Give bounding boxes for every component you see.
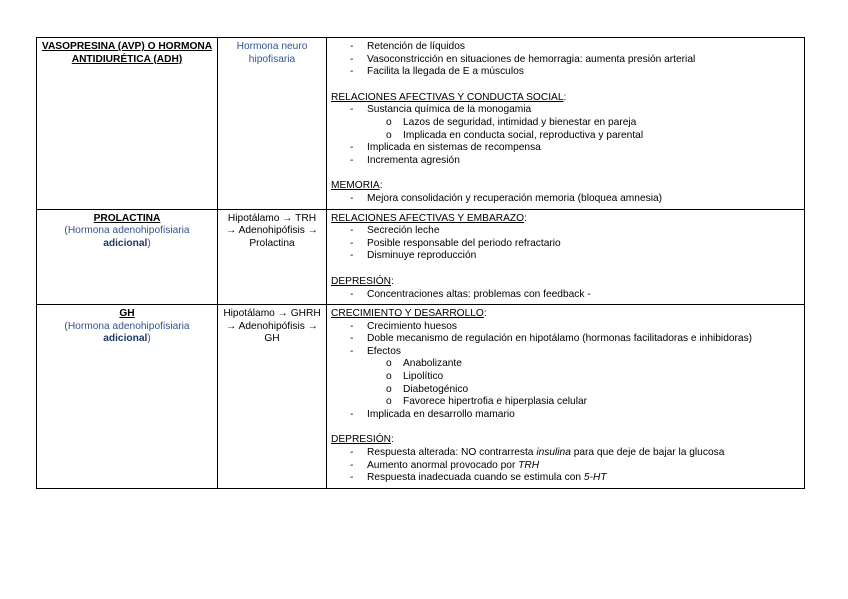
hormone-table [36,37,805,489]
hormone-subtitle-extra: adicional) [103,333,151,345]
hormone-origin: Hormona neuro hipofisaria [236,41,308,65]
effects-cell [327,38,805,210]
hormone-name: PROLACTINA [93,212,161,224]
list-item: - Incrementa agresión [350,154,460,166]
list-item: - Retención de líquidos [350,41,465,52]
sub-list-item: o Lazos de seguridad, intimidad y bienestar en pareja [386,116,637,128]
list-item: - Crecimiento huesos [350,320,458,332]
table-row [37,38,805,210]
list-item: - Facilita la llegada de E a músculos [350,66,524,78]
origin-cell [218,305,327,489]
section-heading: DEPRESIÓN: [331,434,394,446]
list-item: - Vasoconstricción en situaciones de hemorragia: aumenta presión arterial [350,53,696,65]
list-item: - Secreción leche [350,225,440,237]
hormone-name: GH [119,308,135,320]
list-item: - Concentraciones altas: problemas con feedback - [350,288,591,300]
section-heading: CRECIMIENTO Y DESARROLLO: [331,308,487,320]
hormone-origin: Hipotálamo → TRH → Adenohipófisis → Prolactina [226,212,318,249]
hormone-name-cell [37,209,218,305]
list-item: - Efectos [350,345,401,357]
list-item: - Respuesta alterada: NO contrarresta insulina para que deje de bajar la glucosa [350,447,725,459]
origin-cell [218,38,327,210]
hormone-subtitle: (Hormona adenohipofisiaria [64,225,190,237]
list-item: - Aumento anormal provocado por TRH [350,459,540,471]
section-heading: DEPRESIÓN: [331,275,394,287]
table-row [37,305,805,489]
section-heading: MEMORIA: [331,180,383,192]
origin-cell [218,209,327,305]
sub-list-item: o Diabetogénico [386,383,469,395]
list-item: - Sustancia química de la monogamia [350,104,532,116]
hormone-name-cell [37,38,218,210]
hormone-name: VASOPRESINA (AVP) O HORMONA ANTIDIURÉTICA (ADH) [41,41,213,65]
list-item: - Doble mecanismo de regulación en hipotálamo (hormonas facilitadoras e inhibidoras) [350,333,753,345]
hormone-subtitle: (Hormona adenohipofisiaria [64,320,190,332]
list-item: - Posible responsable del periodo refractario [350,237,561,249]
effects-cell [327,305,805,489]
list-item: - Implicada en desarrollo mamario [350,408,515,420]
list-item: - Disminuye reproducción [350,250,477,262]
hormone-origin: Hipotálamo → GHRH → Adenohipófisis → GH [223,308,321,345]
section-heading: RELACIONES AFECTIVAS Y EMBARAZO: [331,212,527,224]
sub-list-item: o Lipolítico [386,371,444,383]
table-row [37,209,805,305]
section-heading: RELACIONES AFECTIVAS Y CONDUCTA SOCIAL: [331,91,567,103]
effects-cell [327,209,805,305]
sub-list-item: o Anabolizante [386,358,462,370]
sub-list-item: o Implicada en conducta social, reproductiva y parental [386,129,644,141]
list-item: - Mejora consolidación y recuperación memoria (bloquea amnesia) [350,192,663,204]
list-item: - Respuesta inadecuada cuando se estimula con 5-HT [350,472,607,484]
hormone-subtitle-extra: adicional) [103,237,151,249]
hormone-name-cell [37,305,218,489]
sub-list-item: o Favorece hipertrofia e hiperplasia celular [386,396,588,408]
list-item: - Implicada en sistemas de recompensa [350,142,541,154]
